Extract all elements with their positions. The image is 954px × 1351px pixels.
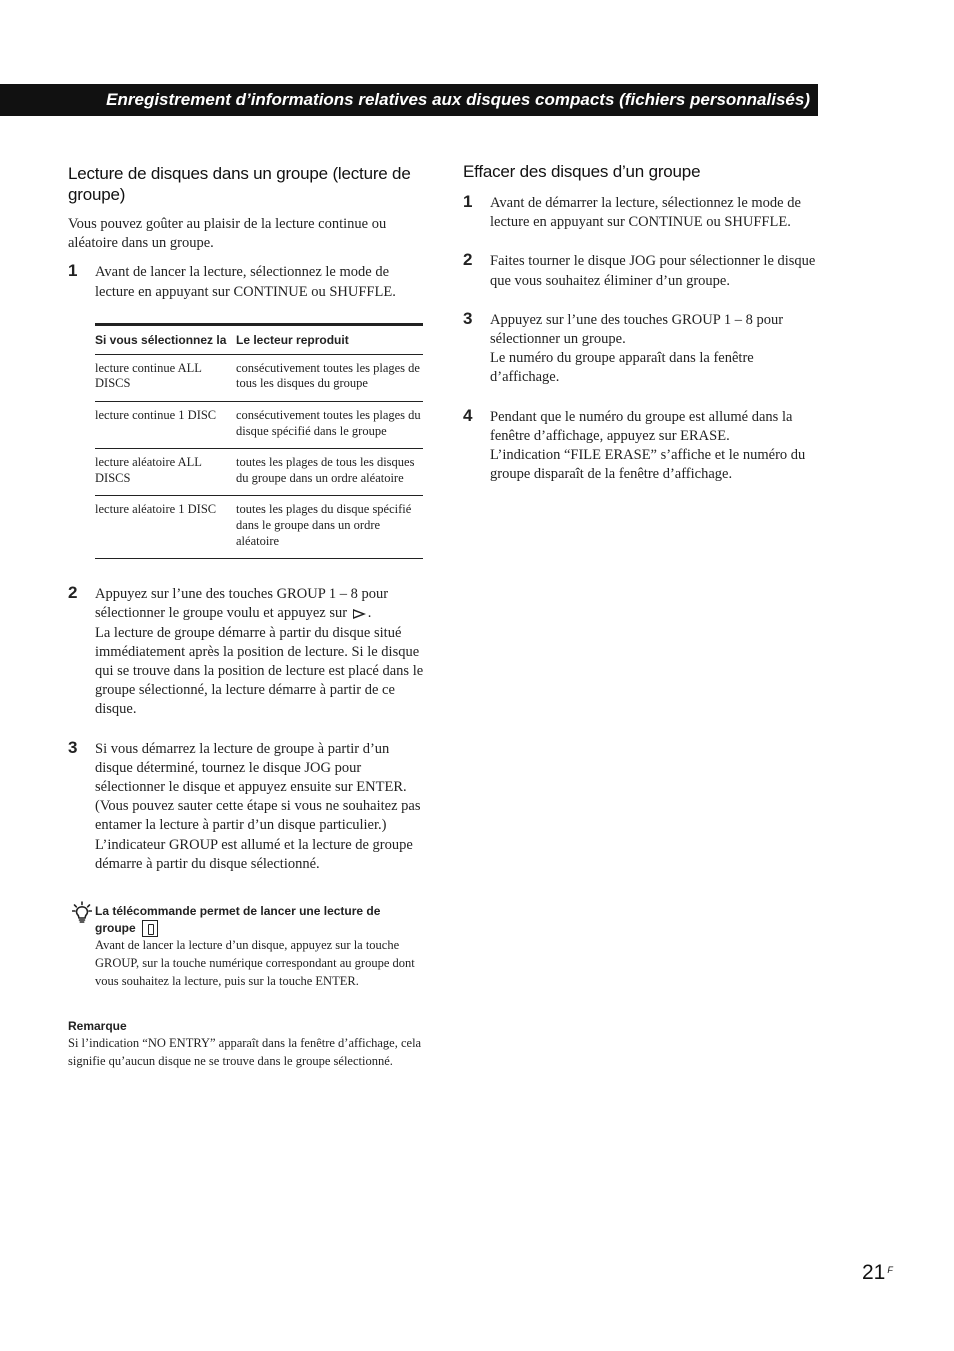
tip-box xyxy=(68,903,424,990)
left-step-1 xyxy=(68,263,424,301)
lightbulb-icon xyxy=(72,901,92,923)
step-number: 1 xyxy=(68,261,78,281)
right-step-1 xyxy=(463,194,818,232)
table-row xyxy=(95,354,423,401)
left-column xyxy=(68,163,424,1070)
tip-text: Avant de lancer la lecture d’un disque, appuyez sur la touche GROUP, sur la touche numérique correspondant au groupe dont vous souhaitez la lecture, puis sur la touche ENTER. xyxy=(95,938,415,988)
table-cell: toutes les plages de tous les disques du groupe dans un ordre aléatoire xyxy=(236,449,423,496)
tip-title xyxy=(95,903,424,937)
table-cell: lecture aléatoire ALL DISCS xyxy=(95,449,236,496)
page-number-suffix: F xyxy=(887,1265,893,1275)
table-cell: lecture continue 1 DISC xyxy=(95,402,236,449)
table-header: Si vous sélectionnez la xyxy=(95,324,236,354)
step-text: Si vous démarrez la lecture de groupe à partir d’un disque déterminé, tournez le disque JOG pour sélectionner le disque et appuyez ensuite sur ENTER. (Vous pouvez sauter cette étape si vous ne souhaitez pas entamer la lecture à partir d’un disque particulier.) xyxy=(95,740,421,834)
right-column xyxy=(463,161,818,484)
table-header-row xyxy=(95,324,423,354)
step-text-cont: L’indication “FILE ERASE” s’affiche et le numéro du groupe disparaît de la fenêtre d’affichage. xyxy=(490,447,806,483)
step-number: 2 xyxy=(463,250,473,270)
play-icon xyxy=(353,609,366,619)
table-row xyxy=(95,496,423,559)
tip-title-text: La télécommande permet de lancer une lecture de groupe xyxy=(95,904,381,935)
step-text-cont: La lecture de groupe démarre à partir du disque situé immédiatement après la position de lecture. Si le disque qui se trouve dans la position de lecture est placé dans le groupe sélectionné, la lecture démarre à partir de ce disque. xyxy=(95,624,424,718)
step-text: Appuyez sur l’une des touches GROUP 1 – 8 pour sélectionner un groupe. xyxy=(490,311,784,348)
left-step-2 xyxy=(68,585,424,719)
note-title: Remarque xyxy=(68,1019,127,1034)
right-heading: Effacer des disques d’un groupe xyxy=(463,162,701,181)
table-cell: consécutivement toutes les plages du disque spécifié dans le groupe xyxy=(236,402,423,449)
step-text-part: Appuyez sur l’une des touches GROUP 1 – 8 pour sélectionner le groupe voulu et appuyez sur xyxy=(95,586,389,622)
step-number: 3 xyxy=(463,308,473,328)
step-text-cont: Le numéro du groupe apparaît dans la fenêtre d’affichage. xyxy=(490,350,754,386)
step-number: 2 xyxy=(68,583,78,603)
left-intro: Vous pouvez goûter au plaisir de la lecture continue ou aléatoire dans un groupe. xyxy=(68,216,387,252)
step-number: 4 xyxy=(463,405,473,425)
page-number-value: 21 xyxy=(862,1261,886,1284)
step-number: 1 xyxy=(463,192,473,211)
right-step-2 xyxy=(463,252,818,290)
table-header: Le lecteur reproduit xyxy=(236,324,423,354)
step-text-cont: L’indicateur GROUP est allumé et la lecture de groupe démarre à partir du disque sélectionné. xyxy=(95,836,413,872)
left-step-3 xyxy=(68,737,424,874)
right-step-3 xyxy=(463,308,818,388)
step-text: Avant de démarrer la lecture, sélectionnez le mode de lecture en appuyant sur CONTINUE ou SHUFFLE. xyxy=(490,195,801,231)
table-cell: toutes les plages du disque spécifié dans le groupe dans un ordre aléatoire xyxy=(236,502,412,548)
step-text: Avant de lancer la lecture, sélectionnez le mode de lecture en appuyant sur CONTINUE ou SHUFFLE. xyxy=(95,264,396,300)
table-cell: lecture continue ALL DISCS xyxy=(95,354,236,401)
step-number: 3 xyxy=(68,737,78,757)
table-cell: consécutivement toutes les plages de tous les disques du groupe xyxy=(236,354,423,401)
table-row xyxy=(95,449,423,496)
page-number xyxy=(862,1261,893,1285)
note-text: Si l’indication “NO ENTRY” apparaît dans la fenêtre d’affichage, cela signifie qu’aucun disque ne se trouve dans le groupe sélectionné. xyxy=(68,1036,422,1068)
note-box xyxy=(68,1018,424,1070)
step-text xyxy=(95,585,424,623)
table-row xyxy=(95,402,423,449)
step-text-part: . xyxy=(367,605,372,622)
remote-control-icon xyxy=(142,920,158,937)
play-mode-table xyxy=(95,323,423,559)
left-heading: Lecture de disques dans un groupe (lecture de groupe) xyxy=(68,164,411,204)
step-text: Faites tourner le disque JOG pour sélectionner le disque que vous souhaitez éliminer d’un groupe. xyxy=(490,253,816,289)
right-step-4 xyxy=(463,405,818,485)
table-cell: lecture aléatoire 1 DISC xyxy=(95,502,217,517)
step-text: Pendant que le numéro du groupe est allumé dans la fenêtre d’affichage, appuyez sur ERASE. xyxy=(490,408,793,444)
section-header xyxy=(0,84,818,116)
section-title: Enregistrement d’informations relatives aux disques compacts (fichiers personnalisés) xyxy=(106,90,810,109)
